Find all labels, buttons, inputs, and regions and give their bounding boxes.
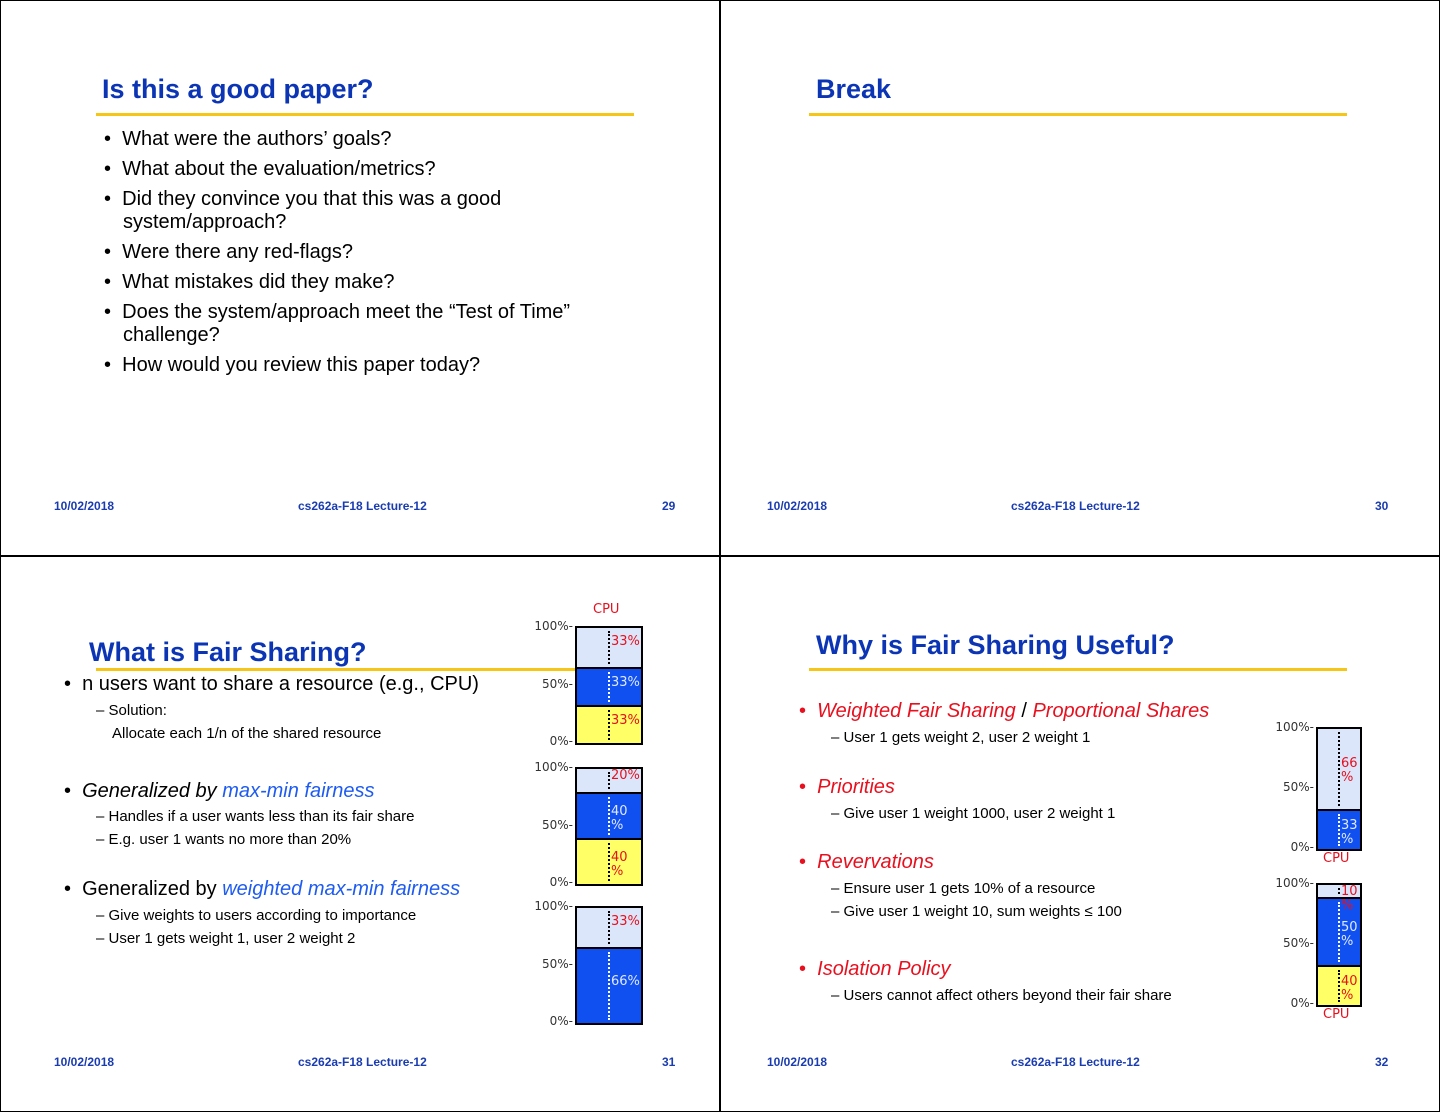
title-rule	[96, 668, 576, 671]
bullet-text: Priorities	[817, 776, 895, 798]
bullet: • Isolation Policy	[799, 958, 951, 980]
sub-bullet: – Give weights to users according to importance	[96, 907, 417, 924]
footer-course: cs262a-F18 Lecture-12	[1011, 499, 1140, 513]
data-label: 40 %	[611, 850, 628, 879]
sub-bullet: – Users cannot affect others beyond their fair share	[831, 987, 1172, 1004]
footer-date: 10/02/2018	[54, 499, 115, 513]
y-tick-label: 100%-	[1275, 876, 1314, 890]
bullet: • Does the system/approach meet the “Test of Time” challenge?	[104, 301, 571, 346]
sub-bullet: – Ensure user 1 gets 10% of a resource	[831, 880, 1096, 897]
sub-bullet: – User 1 gets weight 2, user 2 weight 1	[831, 729, 1091, 746]
cpu-chart-weighted	[575, 906, 643, 1025]
title-rule	[809, 113, 1347, 116]
bar-segment	[1318, 809, 1360, 849]
bullet: • Were there any red-flags?	[104, 241, 353, 263]
bullet: • Weighted Fair Sharing / Proportional Shares	[799, 700, 1210, 722]
page-number: 31	[662, 1055, 676, 1069]
bullet: • Generalized by max-min fairness	[64, 780, 375, 802]
slide-30	[720, 0, 1440, 556]
data-label: 33%	[611, 633, 640, 649]
sub-bullet: – User 1 gets weight 1, user 2 weight 2	[96, 930, 356, 947]
data-label: 66%	[611, 974, 640, 990]
sub-bullet: Allocate each 1/n of the shared resource	[112, 725, 382, 742]
y-tick-label: 0%-	[1290, 996, 1314, 1010]
x-axis-label: CPU	[1323, 1007, 1350, 1022]
footer-date: 10/02/2018	[767, 1055, 828, 1069]
y-tick-label: 0%-	[549, 734, 573, 748]
footer-date: 10/02/2018	[767, 499, 828, 513]
bullet-text: Weighted Fair Sharing	[817, 700, 1016, 722]
y-tick-label: 50%-	[541, 676, 573, 691]
emphasis: weighted max-min fairness	[222, 878, 461, 900]
separator: /	[1015, 700, 1033, 722]
sub-bullet: – Handles if a user wants less than its fair share	[96, 808, 415, 825]
bar-segment	[1318, 965, 1360, 1005]
x-axis-label: CPU	[1323, 851, 1350, 866]
double-arrow-icon	[608, 911, 610, 944]
bar-segment	[577, 705, 641, 743]
data-label: 20%	[611, 768, 640, 783]
cpu-chart-reservation	[1316, 883, 1362, 1007]
bar-segment	[1318, 884, 1360, 913]
page-number: 32	[1375, 1055, 1389, 1069]
bullet: • What about the evaluation/metrics?	[104, 158, 436, 180]
footer-date: 10/02/2018	[54, 1055, 115, 1069]
bar-segment	[577, 769, 641, 792]
bullet-text: Revervations	[817, 851, 934, 873]
bullet: • n users want to share a resource (e.g., CPU)	[64, 673, 479, 695]
double-arrow-icon	[1338, 732, 1340, 806]
title-rule	[809, 668, 1347, 671]
bullet: • Priorities	[799, 776, 895, 798]
slide-title: Why is Fair Sharing Useful?	[816, 630, 1175, 660]
bar-segment	[577, 838, 641, 884]
sub-bullet: – Solution:	[96, 702, 167, 719]
bullet: • How would you review this paper today?	[104, 354, 481, 376]
bar-segment	[577, 908, 641, 947]
bullet: • Did they convince you that this was a good system/approach?	[104, 188, 502, 233]
y-tick-label: 50%-	[541, 956, 573, 971]
bullet-text: What were the authors’ goals?	[122, 128, 392, 150]
chart-title: CPU	[593, 602, 620, 617]
y-tick-label: 50%-	[1282, 936, 1314, 950]
double-arrow-icon	[608, 843, 610, 881]
data-label: 33%	[611, 713, 640, 729]
bullet-text: What mistakes did they make?	[122, 271, 395, 293]
y-tick-label: 50%-	[541, 817, 573, 832]
y-tick-label: 100%-	[1275, 720, 1314, 734]
double-arrow-icon	[1338, 970, 1340, 1002]
page-number: 30	[1375, 499, 1389, 513]
bullet-text: Generalized by	[82, 780, 223, 802]
cpu-chart-max-min	[575, 767, 643, 886]
data-label: 40 %	[611, 804, 628, 833]
y-tick-label: 0%-	[549, 875, 573, 889]
bar-segment	[577, 947, 641, 1023]
page-number: 29	[662, 499, 676, 513]
emphasis: max-min fairness	[222, 780, 375, 802]
bullet: • Generalized by weighted max-min fairness	[64, 878, 461, 900]
bullet-text: Isolation Policy	[817, 958, 951, 980]
sub-bullet: – E.g. user 1 wants no more than 20%	[96, 831, 352, 848]
footer-course: cs262a-F18 Lecture-12	[1011, 1055, 1140, 1069]
slide-title: Is this a good paper?	[102, 74, 374, 104]
double-arrow-icon	[608, 710, 610, 740]
bullet-text: Does the system/approach meet the “Test of Time” challenge?	[122, 301, 571, 346]
double-arrow-icon	[608, 772, 610, 789]
sub-bullet: – Give user 1 weight 10, sum weights ≤ 100	[831, 903, 1122, 920]
y-tick-label: 100%-	[534, 619, 573, 633]
double-arrow-icon	[608, 672, 610, 702]
bar-segment	[577, 667, 641, 705]
bullet: • What mistakes did they make?	[104, 271, 395, 293]
data-label: 40 %	[1341, 974, 1358, 1004]
slide-title: What is Fair Sharing?	[89, 637, 367, 667]
y-tick-label: 0%-	[549, 1014, 573, 1028]
bullet-text: What about the evaluation/metrics?	[122, 158, 436, 180]
bullet-list	[104, 128, 571, 377]
data-label: 33%	[611, 913, 640, 929]
y-tick-label: 100%-	[534, 760, 573, 774]
y-tick-label: 100%-	[534, 899, 573, 913]
title-rule	[96, 113, 634, 116]
bullet-text: How would you review this paper today?	[122, 354, 481, 376]
y-tick-label: 0%-	[1290, 840, 1314, 854]
double-arrow-icon	[1338, 814, 1340, 846]
sub-bullet: – Give user 1 weight 1000, user 2 weight 1	[831, 805, 1116, 822]
slide-title: Break	[816, 74, 892, 104]
footer-course: cs262a-F18 Lecture-12	[298, 1055, 427, 1069]
data-label: 66 %	[1341, 755, 1358, 785]
slide-29	[0, 0, 720, 556]
bullet-text: Did they convince you that this was a good system/approach?	[122, 188, 502, 233]
double-arrow-icon	[608, 952, 610, 1020]
bullet-text: Proportional Shares	[1032, 700, 1210, 722]
cpu-chart-proportional	[1316, 727, 1362, 851]
double-arrow-icon	[608, 797, 610, 835]
bullet-text: Were there any red-flags?	[122, 241, 353, 263]
data-label: 10 %	[1341, 884, 1358, 913]
double-arrow-icon	[1338, 902, 1340, 962]
double-arrow-icon	[1338, 888, 1340, 894]
data-label: 33%	[611, 675, 640, 691]
double-arrow-icon	[608, 631, 610, 664]
bar-segment	[577, 792, 641, 838]
data-label: 50 %	[1341, 920, 1358, 950]
data-label: 33 %	[1341, 818, 1358, 848]
footer-course: cs262a-F18 Lecture-12	[298, 499, 427, 513]
bullet-text: n users want to share a resource (e.g., CPU)	[82, 673, 479, 695]
bullet: • What were the authors’ goals?	[104, 128, 392, 150]
bullet: • Revervations	[799, 851, 934, 873]
bar-segment	[577, 628, 641, 667]
cpu-chart-equal	[575, 626, 643, 745]
bullet-text: Generalized by	[82, 878, 223, 900]
y-tick-label: 50%-	[1282, 780, 1314, 794]
bar-segment	[1318, 729, 1360, 809]
